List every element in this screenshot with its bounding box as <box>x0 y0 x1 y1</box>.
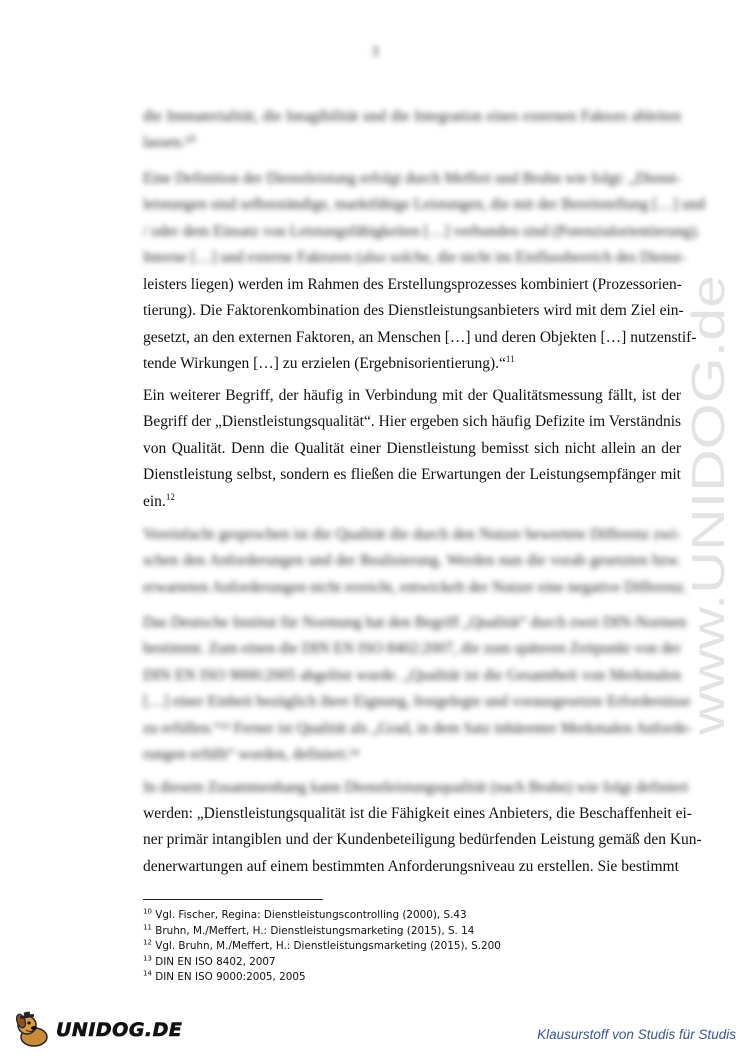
footnote-item <box>143 955 501 971</box>
text-line: ein.$^{12}$ <box>143 491 175 510</box>
footnotes <box>143 908 501 986</box>
text-line: DIN EN ISO 9000:2005 abgelöst wurde. „Qualität ist die Gesamtheit von Merkmalen <box>143 666 681 684</box>
logo-text: UNIDOG.DE <box>56 1019 183 1041</box>
page-number: 3 <box>371 44 379 60</box>
text-line: […] einer Einheit bezüglich ihrer Eignung, festgelegte und vorausgesetzte Erfordernisse <box>143 693 691 711</box>
footnote-reference: 11 <box>505 354 515 365</box>
text-line: werden: „Dienstleistungsqualität ist die Fähigkeit eines Anbieters, die Beschaffenheit ei- <box>143 805 692 822</box>
footnote-number: 14 <box>143 969 152 978</box>
text-line: Eine Definition der Dienstleistung erfolgt durch Meffert und Bruhn wie folgt: „Dienst- <box>143 170 682 187</box>
footnote-number: 13 <box>143 954 152 963</box>
text-line: Vereinfacht gesprochen ist die Qualität die durch den Nutzer bewertete Differenz zwi- <box>143 526 681 543</box>
text-line: Ein weiterer Begriff, der häufig in Verbindung mit der Qualitätsmessung fällt, ist der <box>143 387 681 404</box>
text-line: ner primär intangiblen und der Kundenbeteiligung bedürfenden Leistung gemäß den Kun- <box>143 831 702 849</box>
text-line: bestimmt. Zum einen die DIN EN ISO 8402:2007, die zum späteren Zeitpunkt von der <box>143 640 681 658</box>
text-line: denerwartungen auf einem bestimmten Anforderungsniveau zu erstellen. Sie bestimmt <box>143 857 679 875</box>
text-line: schen den Anforderungen und der Realisierung. Werden nun die vorab gesetzten bzw. <box>143 552 681 570</box>
footnote-item <box>143 970 501 986</box>
dog-icon <box>14 1011 52 1049</box>
footnote-reference: 12 <box>165 491 175 502</box>
text-line: erwarteten Anforderungen nicht erreicht, entwickelt der Nutzer eine negative Differenz. <box>143 578 688 596</box>
text-line: rungen erfüllt“ worden, definiert.¹⁴ <box>143 746 360 764</box>
text-line: zu erfüllen.“¹³ Ferner ist Qualität als „Grad, in dem Satz inhärenter Merkmalen Anforde- <box>143 719 693 737</box>
text-line: tierung). Die Faktorenkombination des Dienstleistungsanbieters wird mit dem Ziel ein- <box>143 302 684 320</box>
text-line: die Immaterialität, die Intagibilität und die Integration eines externen Faktors ableiten <box>143 108 681 125</box>
paragraph-blurred-5 <box>143 775 689 801</box>
text-line: Das Deutsche Institut für Normung hat den Begriff „Qualität“ durch zwei DIN-Normen <box>143 614 687 631</box>
text-line: Begriff der „Dienstleistungsqualität“. Hier ergeben sich häufig Defizite im Verständnis <box>143 413 682 431</box>
text-line: Interne […] und externe Faktoren (also solche, die nicht im Einflussbereich des Dienst- <box>143 249 686 267</box>
footnote-number: 12 <box>143 938 152 947</box>
paragraph-blurred-3 <box>143 522 688 601</box>
footnote-text: Bruhn, M./Meffert, H.: Dienstleistungsmarketing (2015), S. 14 <box>151 924 475 937</box>
paragraph-dienstleistungsqualitaet <box>143 383 681 515</box>
footnote-number: 10 <box>143 907 152 916</box>
paragraph-blurred-2 <box>143 166 706 272</box>
text-line: / oder dem Einsatz von Leistungsfähigkeiten […] verbunden sind (Potenzialorientierung). <box>143 222 700 240</box>
text-line: gesetzt, an den externen Faktoren, an Menschen […] und deren Objekten […] nutzenstif- <box>143 328 697 346</box>
footnote-text: DIN EN ISO 8402, 2007 <box>151 955 276 968</box>
text-line: leisters liegen) werden im Rahmen des Erstellungsprozesses kombiniert (Prozessorien- <box>143 276 682 293</box>
footnote-text: Vgl. Fischer, Regina: Dienstleistungscontrolling (2000), S.43 <box>151 909 467 921</box>
paragraph-bruhn-definition <box>143 801 702 880</box>
footnote-number: 11 <box>143 923 152 932</box>
text-line: von Qualität. Denn die Qualität einer Dienstleistung bemisst sich nicht allein an der <box>143 439 681 457</box>
footer-slogan: Klausurstoff von Studis für Studis <box>537 1027 736 1042</box>
footnote-text: DIN EN ISO 9000:2005, 2005 <box>151 971 306 984</box>
footnote-item <box>143 924 501 940</box>
text-line: leistungen sind selbstständige, marktfähige Leistungen, die mit der Bereitstellung […] und <box>143 196 706 214</box>
text-line: In diesem Zusammenhang kann Dienstleistungsqualität (nach Bruhn) wie folgt definiert <box>143 779 689 796</box>
text-line: lassen.¹⁰ <box>143 134 196 152</box>
paragraph-definition-continued <box>143 272 697 378</box>
watermark-text: www.UNIDOG.de <box>682 377 734 735</box>
footnote-item <box>143 908 501 924</box>
text-line: tende Wirkungen […] zu erzielen (Ergebnisorientierung).“$^{11}$ <box>143 354 515 373</box>
unidog-logo <box>14 1010 182 1050</box>
paragraph-blurred-1 <box>143 104 681 157</box>
footnote-text: Vgl. Bruhn, M./Meffert, H.: Dienstleistungsmarketing (2015), S.200 <box>151 940 501 953</box>
footnote-separator <box>143 899 323 900</box>
text-line: Dienstleistung selbst, sondern es fließen die Erwartungen der Leistungsempfänger mit <box>143 466 681 484</box>
footnote-item <box>143 939 501 955</box>
paragraph-blurred-4 <box>143 610 693 768</box>
watermark <box>660 270 750 740</box>
